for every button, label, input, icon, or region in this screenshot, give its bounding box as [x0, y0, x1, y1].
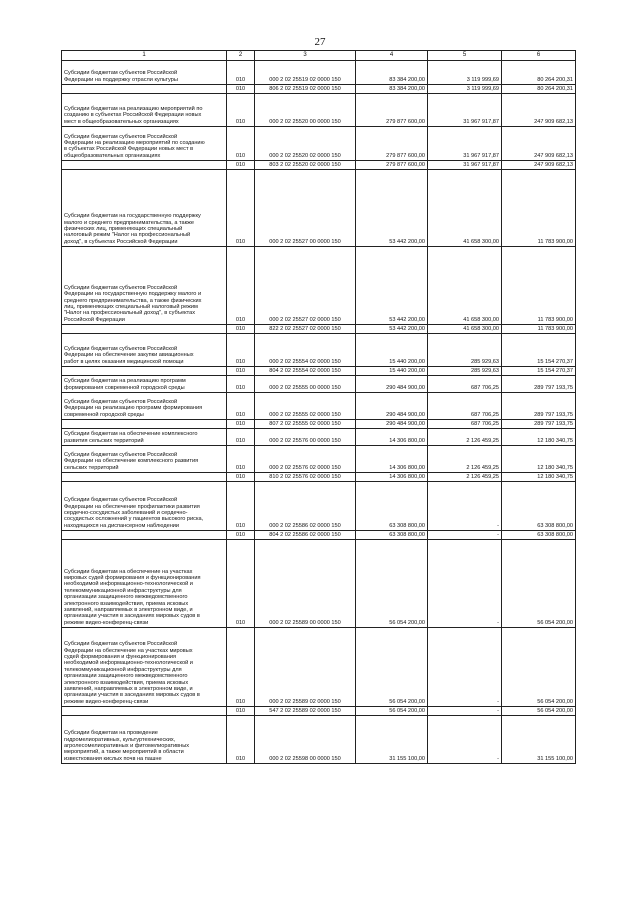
- row-name-line: телекоммуникационной инфраструктуры для: [64, 587, 182, 594]
- amount-executed: -: [428, 716, 502, 764]
- row-name-empty: [62, 367, 227, 376]
- admin-code: 010: [227, 61, 255, 85]
- table-row: [62, 531, 576, 540]
- row-name-line: малого и среднего предпринимательства, а также: [64, 219, 194, 226]
- row-name-line: "Налог на профессиональный доход", в субъектах: [64, 310, 195, 317]
- row-name-line: Федерации на обеспечение закупки авиационных: [64, 352, 194, 359]
- table-row: [62, 628, 576, 707]
- row-name-line: сосудистых осложнений у пациентов высокого риска,: [64, 516, 204, 523]
- table-row: [62, 540, 576, 628]
- amount-approved: 279 877 600,00: [356, 127, 428, 161]
- row-name-line: доход", в субъектах Российской Федерации: [64, 238, 178, 245]
- row-name: [62, 716, 227, 764]
- amount-remaining: 80 264 200,31: [502, 61, 576, 85]
- row-name-line: заявлений, направляемых в электронном виде, и: [64, 685, 193, 692]
- row-name-line: режиме видео-конференц-связи: [64, 698, 149, 705]
- row-name: [62, 376, 227, 393]
- row-name: [62, 127, 227, 161]
- amount-approved: 83 384 200,00: [356, 61, 428, 85]
- amount-executed: 687 706,25: [428, 393, 502, 420]
- amount-executed: 285 929,63: [428, 334, 502, 367]
- budget-classification-code: 000 2 02 25519 02 0000 150: [255, 61, 356, 85]
- admin-code: 010: [227, 334, 255, 367]
- row-name-line: работ в целях оказания медицинской помощи: [64, 358, 184, 365]
- column-header: 5: [428, 51, 502, 61]
- table-row: [62, 473, 576, 482]
- amount-executed: 41 658 300,00: [428, 247, 502, 325]
- amount-remaining: 15 154 270,37: [502, 334, 576, 367]
- amount-approved: 53 442 200,00: [356, 325, 428, 334]
- amount-executed: 31 967 917,87: [428, 161, 502, 170]
- amount-approved: 63 308 800,00: [356, 531, 428, 540]
- row-name-line: известкования кислых почв на пашне: [64, 755, 162, 762]
- amount-remaining: 31 155 100,00: [502, 716, 576, 764]
- row-name-line: Субсидии бюджетам на проведение: [64, 730, 158, 737]
- row-name-line: формирования современной городской среды: [64, 384, 185, 391]
- budget-classification-code: 000 2 02 25527 02 0000 150: [255, 247, 356, 325]
- amount-approved: 56 054 200,00: [356, 540, 428, 628]
- admin-code: 010: [227, 420, 255, 429]
- amount-approved: 15 440 200,00: [356, 367, 428, 376]
- amount-remaining: 289 797 193,75: [502, 376, 576, 393]
- admin-code: 010: [227, 473, 255, 482]
- table-row: [62, 393, 576, 420]
- table-row: [62, 170, 576, 247]
- table-row: [62, 161, 576, 170]
- row-name-line: Субсидии бюджетам на обеспечение комплексного: [64, 431, 198, 438]
- amount-executed: 3 119 999,69: [428, 61, 502, 85]
- table-row: [62, 94, 576, 127]
- budget-classification-code: 000 2 02 25586 02 0000 150: [255, 482, 356, 531]
- amount-remaining: 11 783 900,00: [502, 170, 576, 247]
- row-name-line: Субсидии бюджетам субъектов Российской: [64, 451, 178, 458]
- row-name: [62, 247, 227, 325]
- budget-classification-code: 807 2 02 25555 02 0000 150: [255, 420, 356, 429]
- amount-approved: 31 155 100,00: [356, 716, 428, 764]
- table-row: [62, 716, 576, 764]
- row-name-line: современной городской среды: [64, 411, 144, 418]
- table-row: [62, 376, 576, 393]
- budget-classification-code: 804 2 02 25554 02 0000 150: [255, 367, 356, 376]
- row-name-line: в субъектах Российской Федерации новых мест в: [64, 146, 194, 153]
- row-name-line: Субсидии бюджетам субъектов Российской: [64, 70, 178, 77]
- row-name-line: налоговый режим "Налог на профессиональный: [64, 232, 191, 239]
- row-name-line: Федерации на обеспечение на участках мировых: [64, 647, 193, 654]
- row-name: [62, 334, 227, 367]
- row-name-empty: [62, 707, 227, 716]
- table-row: [62, 247, 576, 325]
- admin-code: 010: [227, 540, 255, 628]
- amount-executed: 31 967 917,87: [428, 127, 502, 161]
- row-name-empty: [62, 473, 227, 482]
- row-name-line: Субсидии бюджетам субъектов Российской: [64, 641, 178, 648]
- table-row: [62, 446, 576, 473]
- budget-classification-code: 000 2 02 25554 02 0000 150: [255, 334, 356, 367]
- row-name-line: Субсидии бюджетам субъектов Российской: [64, 398, 178, 405]
- amount-executed: 2 126 459,25: [428, 429, 502, 446]
- amount-remaining: 56 054 200,00: [502, 707, 576, 716]
- amount-executed: 31 967 917,87: [428, 94, 502, 127]
- row-name: [62, 628, 227, 707]
- amount-remaining: 247 909 682,13: [502, 161, 576, 170]
- budget-classification-code: 000 2 02 25589 00 0000 150: [255, 540, 356, 628]
- column-header: 4: [356, 51, 428, 61]
- amount-approved: 63 308 800,00: [356, 482, 428, 531]
- amount-approved: 53 442 200,00: [356, 170, 428, 247]
- amount-executed: 687 706,25: [428, 420, 502, 429]
- admin-code: 010: [227, 531, 255, 540]
- row-name: [62, 482, 227, 531]
- row-name-line: мероприятий, а также мероприятий в области: [64, 749, 184, 756]
- budget-classification-code: 806 2 02 25519 02 0000 150: [255, 85, 356, 94]
- row-name-line: Субсидии бюджетам на реализацию программ: [64, 378, 186, 385]
- amount-approved: 56 054 200,00: [356, 628, 428, 707]
- row-name-line: Субсидии бюджетам субъектов Российской: [64, 345, 178, 352]
- row-name-line: Субсидии бюджетам субъектов Российской: [64, 284, 178, 291]
- amount-executed: 3 119 999,69: [428, 85, 502, 94]
- table-header-row: [62, 51, 576, 61]
- amount-remaining: 56 054 200,00: [502, 628, 576, 707]
- row-name-line: мировых судей формирования и функционирования: [64, 575, 201, 581]
- table-row: [62, 707, 576, 716]
- row-name-line: Федерации на государственную поддержку малого и: [64, 291, 202, 298]
- row-name-line: необходимой информационно-технологической и: [64, 581, 193, 588]
- budget-classification-code: 000 2 02 25520 02 0000 150: [255, 127, 356, 161]
- budget-classification-code: 804 2 02 25586 02 0000 150: [255, 531, 356, 540]
- amount-remaining: 247 909 682,13: [502, 127, 576, 161]
- amount-remaining: 11 783 900,00: [502, 325, 576, 334]
- table-row: [62, 420, 576, 429]
- row-name: [62, 94, 227, 127]
- column-header: 1: [62, 51, 227, 61]
- row-name-line: гидромелиоративных, культуртехнических,: [64, 736, 176, 743]
- row-name-line: развития сельских территорий: [64, 437, 144, 444]
- row-name-empty: [62, 161, 227, 170]
- amount-executed: 2 126 459,25: [428, 473, 502, 482]
- row-name-line: агролесомелиоративных и фитомелиоративных: [64, 742, 190, 749]
- amount-executed: 285 929,63: [428, 367, 502, 376]
- amount-executed: -: [428, 482, 502, 531]
- amount-remaining: 12 180 340,75: [502, 446, 576, 473]
- amount-approved: 53 442 200,00: [356, 247, 428, 325]
- amount-approved: 83 384 200,00: [356, 85, 428, 94]
- amount-executed: -: [428, 540, 502, 628]
- row-name: [62, 446, 227, 473]
- amount-approved: 279 877 600,00: [356, 161, 428, 170]
- table-row: [62, 127, 576, 161]
- row-name-line: Федерации на поддержку отрасли культуры: [64, 76, 178, 83]
- column-header: 6: [502, 51, 576, 61]
- budget-classification-code: 000 2 02 25520 00 0000 150: [255, 94, 356, 127]
- row-name-line: общеобразовательных организациях: [64, 152, 161, 159]
- admin-code: 010: [227, 429, 255, 446]
- row-name-line: Субсидии бюджетам на государственную поддержку: [64, 213, 201, 220]
- amount-approved: 15 440 200,00: [356, 334, 428, 367]
- amount-approved: 14 306 800,00: [356, 429, 428, 446]
- row-name-line: физических лиц, применяющих специальный: [64, 225, 183, 232]
- admin-code: 010: [227, 716, 255, 764]
- table-row: [62, 61, 576, 85]
- amount-remaining: 11 783 900,00: [502, 247, 576, 325]
- amount-approved: 56 054 200,00: [356, 707, 428, 716]
- row-name-line: сельских территорий: [64, 464, 119, 471]
- amount-remaining: 12 180 340,75: [502, 473, 576, 482]
- row-name-line: Субсидии бюджетам на обеспечение на участках: [64, 568, 193, 575]
- row-name-line: организации участия в заседаниях мировых судов в: [64, 613, 200, 620]
- amount-remaining: 289 797 193,75: [502, 393, 576, 420]
- amount-executed: -: [428, 628, 502, 707]
- amount-approved: 14 306 800,00: [356, 446, 428, 473]
- row-name-line: среднего предпринимательства, а также физических: [64, 297, 202, 304]
- row-name-line: мест в общеобразовательных организациях: [64, 118, 179, 125]
- amount-remaining: 63 308 800,00: [502, 531, 576, 540]
- row-name-line: сердечно-сосудистых заболеваний и сердечно-: [64, 509, 188, 516]
- admin-code: 010: [227, 376, 255, 393]
- budget-classification-code: 000 2 02 25576 02 0000 150: [255, 446, 356, 473]
- budget-classification-code: 000 2 02 25598 00 0000 150: [255, 716, 356, 764]
- row-name-line: Федерации на обеспечение профилактики развития: [64, 503, 200, 510]
- table-row: [62, 367, 576, 376]
- budget-classification-code: 810 2 02 25576 02 0000 150: [255, 473, 356, 482]
- amount-remaining: 247 909 682,13: [502, 94, 576, 127]
- amount-approved: 290 484 900,00: [356, 393, 428, 420]
- table-row: [62, 482, 576, 531]
- admin-code: 010: [227, 367, 255, 376]
- row-name-line: телекоммуникационной инфраструктуры для: [64, 666, 182, 673]
- admin-code: 010: [227, 170, 255, 247]
- budget-classification-code: 000 2 02 25527 00 0000 150: [255, 170, 356, 247]
- row-name-line: находящихся на диспансерном наблюдении: [64, 522, 180, 529]
- admin-code: 010: [227, 482, 255, 531]
- column-header: 3: [255, 51, 356, 61]
- row-name-line: Российской Федерации: [64, 316, 125, 323]
- amount-remaining: 12 180 340,75: [502, 429, 576, 446]
- row-name-line: Субсидии бюджетам субъектов Российской: [64, 133, 178, 140]
- row-name-line: организации участия в заседаниях мировых судов в: [64, 692, 200, 699]
- row-name-line: заявлений, направляемых в электронном виде, и: [64, 606, 193, 613]
- budget-classification-code: 000 2 02 25555 02 0000 150: [255, 393, 356, 420]
- admin-code: 010: [227, 247, 255, 325]
- row-name-line: судей формирования и функционирования: [64, 654, 176, 660]
- row-name-empty: [62, 85, 227, 94]
- row-name-empty: [62, 325, 227, 334]
- admin-code: 010: [227, 628, 255, 707]
- amount-remaining: 63 308 800,00: [502, 482, 576, 531]
- admin-code: 010: [227, 707, 255, 716]
- admin-code: 010: [227, 94, 255, 127]
- admin-code: 010: [227, 127, 255, 161]
- row-name-line: необходимой информационно-технологической и: [64, 660, 193, 667]
- row-name: [62, 393, 227, 420]
- budget-classification-code: 000 2 02 25589 02 0000 150: [255, 628, 356, 707]
- row-name-line: электронного взаимодействия, приема исковых: [64, 600, 189, 607]
- amount-approved: 290 484 900,00: [356, 376, 428, 393]
- row-name-empty: [62, 420, 227, 429]
- row-name: [62, 61, 227, 85]
- row-name-line: Субсидии бюджетам субъектов Российской: [64, 497, 178, 504]
- table-row: [62, 325, 576, 334]
- amount-executed: 687 706,25: [428, 376, 502, 393]
- amount-approved: 290 484 900,00: [356, 420, 428, 429]
- admin-code: 010: [227, 325, 255, 334]
- row-name-line: Субсидии бюджетам на реализацию мероприятий по: [64, 105, 203, 112]
- amount-executed: 41 658 300,00: [428, 325, 502, 334]
- budget-classification-code: 000 2 02 25555 00 0000 150: [255, 376, 356, 393]
- admin-code: 010: [227, 85, 255, 94]
- amount-executed: 2 126 459,25: [428, 446, 502, 473]
- table-row: [62, 334, 576, 367]
- row-name-line: организации защищенного межведомственного: [64, 673, 188, 680]
- table-row: [62, 429, 576, 446]
- column-header: 2: [227, 51, 255, 61]
- row-name-line: созданию в субъектах Российской Федерации новых: [64, 112, 202, 119]
- row-name-line: Федерации на обеспечение комплексного развития: [64, 458, 199, 465]
- budget-classification-code: 000 2 02 25576 00 0000 150: [255, 429, 356, 446]
- page-number: 27: [314, 36, 326, 48]
- row-name: [62, 170, 227, 247]
- row-name-empty: [62, 531, 227, 540]
- row-name-line: Федерации на реализацию программ формирования: [64, 405, 203, 412]
- admin-code: 010: [227, 446, 255, 473]
- row-name-line: Федерации на реализацию мероприятий по созданию: [64, 139, 205, 146]
- admin-code: 010: [227, 161, 255, 170]
- amount-executed: -: [428, 707, 502, 716]
- budget-classification-code: 803 2 02 25520 02 0000 150: [255, 161, 356, 170]
- amount-remaining: 80 264 200,31: [502, 85, 576, 94]
- amount-remaining: 289 797 193,75: [502, 420, 576, 429]
- admin-code: 010: [227, 393, 255, 420]
- budget-classification-code: 547 2 02 25589 02 0000 150: [255, 707, 356, 716]
- row-name-line: организации защищенного межведомственного: [64, 594, 188, 601]
- amount-remaining: 56 054 200,00: [502, 540, 576, 628]
- row-name-line: режиме видео-конференц-связи: [64, 619, 149, 626]
- budget-table: [61, 50, 576, 764]
- row-name-line: электронного взаимодействия, приема исковых: [64, 679, 189, 686]
- amount-approved: 14 306 800,00: [356, 473, 428, 482]
- table-row: [62, 85, 576, 94]
- amount-executed: 41 658 300,00: [428, 170, 502, 247]
- row-name-line: лиц, применяющих специальный налоговый режим: [64, 303, 198, 310]
- amount-executed: -: [428, 531, 502, 540]
- row-name: [62, 429, 227, 446]
- amount-remaining: 15 154 270,37: [502, 367, 576, 376]
- amount-approved: 279 877 600,00: [356, 94, 428, 127]
- budget-classification-code: 822 2 02 25527 02 0000 150: [255, 325, 356, 334]
- row-name: [62, 540, 227, 628]
